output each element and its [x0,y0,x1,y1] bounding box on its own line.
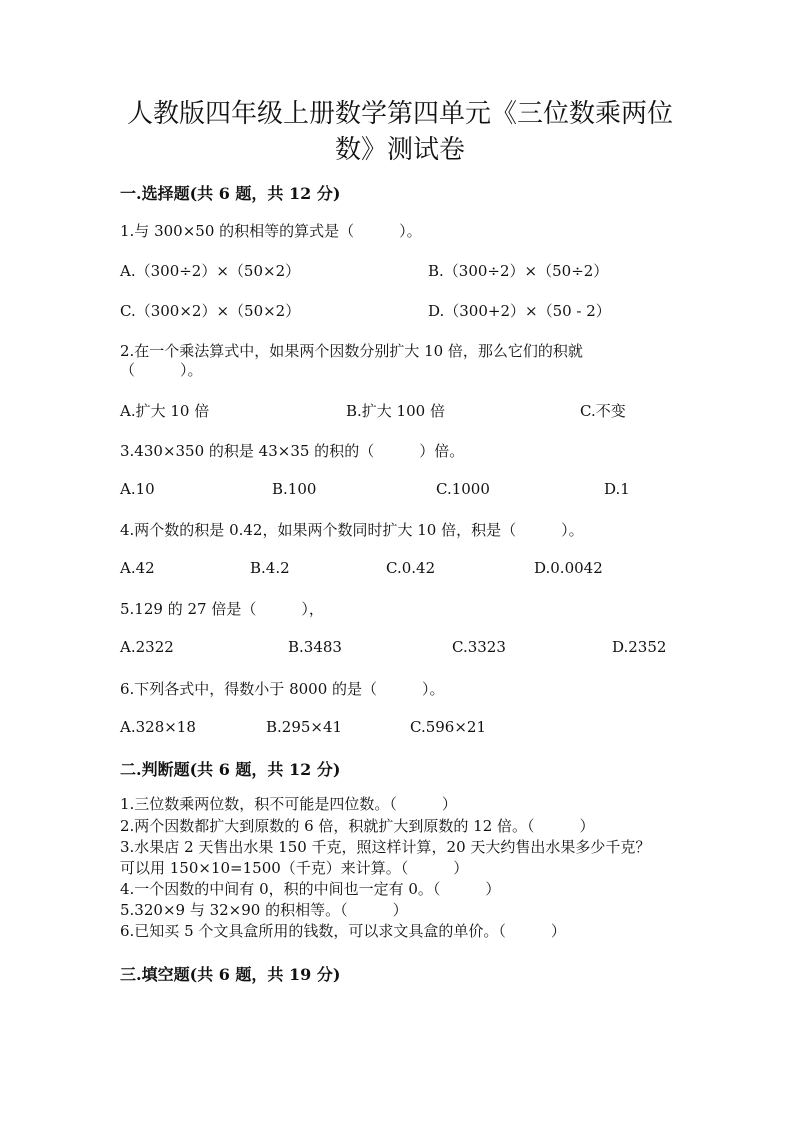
q4-option-b: B.4.2 [250,559,290,577]
exam-title-line2: 数》测试卷 [334,135,465,165]
question-4: 4.两个数的积是 0.42，如果两个数同时扩大 10 倍，积是（ ）。 [120,521,584,539]
q2-option-b: B.扩大 100 倍 [346,402,445,420]
section-heading-judge: 二.判断题(共 6 题，共 12 分) [120,760,341,779]
question-2-cont: （ ）。 [120,361,203,379]
q2-option-a: A.扩大 10 倍 [120,402,210,420]
q3-option-a: A.10 [120,480,155,498]
q1-option-a: A.（300÷2）×（50×2） [120,262,301,280]
judge-item: 3.水果店 2 天售出水果 150 千克，照这样计算，20 天大约售出水果多少千克？ [120,838,651,856]
section-heading-fill: 三.填空题(共 6 题，共 19 分) [120,965,341,984]
question-2: 2.在一个乘法算式中，如果两个因数分别扩大 10 倍，那么它们的积就 [120,342,583,360]
q3-option-d: D.1 [604,480,630,498]
q6-option-b: B.295×41 [266,718,343,736]
q4-option-d: D.0.0042 [534,559,603,577]
q1-option-b: B.（300÷2）×（50÷2） [428,262,609,280]
exam-title-line1: 人教版四年级上册数学第四单元《三位数乘两位 [126,99,673,129]
judge-item-cont: 可以用 150×10=1500（千克）来计算。（ ） [120,859,469,877]
q3-option-c: C.1000 [436,480,490,498]
section-heading-choice: 一.选择题(共 6 题，共 12 分) [120,184,341,203]
q1-option-c: C.（300×2）×（50×2） [120,302,301,320]
q6-option-c: C.596×21 [410,718,486,736]
q5-option-c: C.3323 [452,638,506,656]
q1-option-d: D.（300+2）×（50 - 2） [428,302,611,320]
q6-option-a: A.328×18 [120,718,196,736]
question-5: 5.129 的 27 倍是（ ）， [120,600,324,618]
question-1: 1.与 300×50 的积相等的算式是（ ）。 [120,222,422,240]
q4-option-c: C.0.42 [386,559,436,577]
judge-item: 4.一个因数的中间有 0，积的中间也一定有 0。（ ） [120,880,501,898]
q2-option-c: C.不变 [580,402,626,420]
judge-item: 5.320×9 与 32×90 的积相等。（ ） [120,901,408,919]
judge-item: 2.两个因数都扩大到原数的 6 倍，积就扩大到原数的 12 倍。（ ） [120,817,595,835]
q4-option-a: A.42 [120,559,155,577]
q3-option-b: B.100 [272,480,317,498]
question-3: 3.430×350 的积是 43×35 的积的（ ）倍。 [120,442,465,460]
q5-option-a: A.2322 [120,638,174,656]
q5-option-b: B.3483 [288,638,342,656]
judge-item: 1.三位数乘两位数，积不可能是四位数。（ ） [120,795,457,813]
q5-option-d: D.2352 [612,638,667,656]
question-6: 6.下列各式中，得数小于 8000 的是（ ）。 [120,680,445,698]
judge-item: 6.已知买 5 个文具盒所用的钱数，可以求文具盒的单价。（ ） [120,922,566,940]
